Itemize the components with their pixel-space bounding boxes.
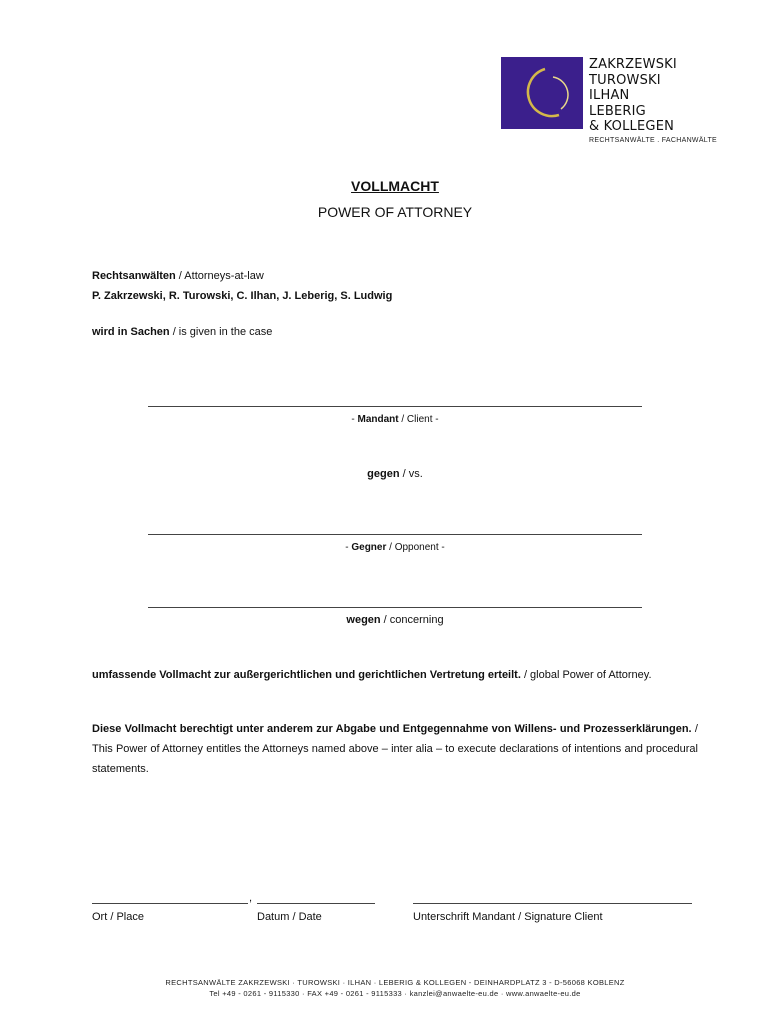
date-field-line[interactable] [257,903,375,904]
case-label-de: wird in Sachen [92,326,170,338]
authorization-paragraph [92,719,698,779]
attorney-names: P. Zakrzewski, R. Turowski, C. Ilhan, J. Leberig, S. Ludwig [92,290,393,302]
place-label: Ort / Place [92,911,144,923]
attorneys-label-en: / Attorneys-at-law [175,270,264,282]
firm-name [589,57,677,135]
logo-ring-icon [501,57,583,129]
firm-name-line: LEBERIG [589,103,646,119]
firm-name-line: ZAKRZEWSKI [589,57,677,72]
opponent-label-en: / Opponent - [386,542,445,553]
signature-label: Unterschrift Mandant / Signature Client [413,911,603,923]
firm-name-line: & KOLLEGEN [589,119,675,134]
opponent-label: - Gegner / Opponent - [345,542,445,553]
logo-mark [501,57,583,129]
versus-label [148,468,642,480]
concerning-label [148,614,642,626]
opponent-field-line[interactable] [148,534,642,535]
versus-label-en: / vs. [399,468,423,480]
scope-de: umfassende Vollmacht zur außergerichtlichen und gerichtlichen Vertretung erteilt. [92,669,521,681]
client-label-en: / Client - [398,414,439,425]
footer-address: RECHTSANWÄLTE ZAKRZEWSKI · TUROWSKI · ILHAN · LEBERIG & KOLLEGEN - DEINHARDPLATZ 3 - D-56068 KOBLENZ [165,978,625,987]
scope-statement [92,669,652,681]
place-field-line[interactable] [92,903,248,904]
document-title: VOLLMACHT [351,178,439,194]
concerning-field-line[interactable] [148,607,642,608]
scope-en: / global Power of Attorney. [520,669,652,681]
case-label-en: / is given in the case [169,326,273,338]
concerning-label-en: / concerning [380,614,444,626]
date-label: Datum / Date [257,911,322,923]
signature-field-line[interactable] [413,903,692,904]
authorization-de: Diese Vollmacht berechtigt unter anderem zur Abgabe und Entgegennahme von Willens- und Prozesserklärungen. [92,723,692,735]
firm-subtitle: RECHTSANWÄLTE . FACHANWÄLTE [589,137,718,144]
attorneys-label [92,270,264,282]
client-label: - Mandant / Client - [351,414,439,425]
footer-contact: Tel +49 - 0261 - 9115330 · FAX +49 - 0261 - 9115333 · kanzlei@anwaelte-eu.de · www.anwaelte-eu.de [209,989,581,998]
firm-name-line: ILHAN [589,88,630,103]
authorization-en: / This Power of Attorney entitles the Attorneys named above – inter alia – to execute declarations of intentions and procedural statements. [92,723,698,775]
client-label-de: Mandant [357,414,399,425]
versus-label-de: gegen [367,468,400,480]
attorneys-label-de: Rechtsanwälten [92,270,176,282]
comma: , [249,892,253,904]
firm-name-line: TUROWSKI [589,72,661,88]
concerning-label-de: wegen [346,614,381,626]
client-field-line[interactable] [148,406,642,407]
case-label [92,326,272,338]
opponent-label-de: Gegner [351,542,387,553]
document-subtitle: POWER OF ATTORNEY [317,204,473,220]
